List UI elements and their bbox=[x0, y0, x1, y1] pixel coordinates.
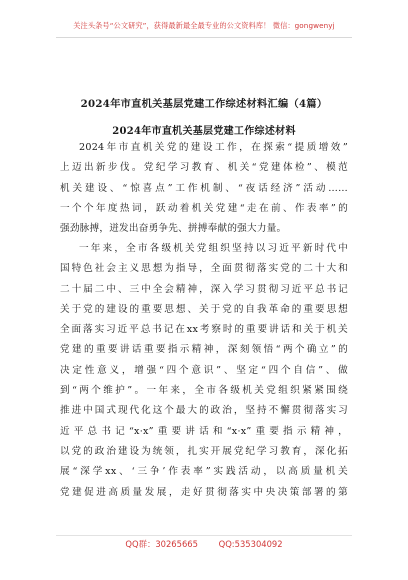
paragraph-line: 党建促进高质量发展，走好贯彻落实中央决策部署的第 bbox=[60, 486, 348, 498]
paragraph-line: 一个个年度热词，跃动着机关党建“走在前、作表率”的 bbox=[60, 202, 348, 214]
section-title: 2024年市直机关基层党建工作综述材料 bbox=[112, 126, 296, 137]
footer bbox=[0, 538, 408, 550]
paragraph-line: 强劲脉搏，迸发出奋勇争先、拼搏奉献的强大力量。 bbox=[60, 223, 287, 235]
footer-qq-contact: QQ:535304092 bbox=[218, 539, 283, 549]
paragraph-line: 二十届二中、三中全会精神，深入学习贯彻习近平总书记 bbox=[60, 283, 348, 295]
paragraph-line: 推进中国式现代化这个最大的政治，坚持不懈贯彻落实习 bbox=[60, 405, 348, 417]
paragraph-line: 以党的政治建设为统领，扎实开展党纪学习教育，深化拓 bbox=[60, 445, 348, 457]
paragraph-line: 党建的重要讲话重要指示精神，深刻领悟“两个确立”的 bbox=[60, 344, 348, 356]
paragraph-line: 机关建设、“惊喜点”工作机制、“夜话经济”活动…… bbox=[60, 182, 348, 194]
paragraph-line: 2024年市直机关党的建设工作，在探索“提质增效” bbox=[79, 142, 348, 153]
document-title: 2024年市直机关基层党建工作综述材料汇编（4篇） bbox=[80, 98, 328, 110]
paragraph-line: 关于党的建设的重要思想、关于党的自我革命的重要思想 bbox=[60, 303, 348, 315]
paragraph-line: 到“两个维护”。一年来，全市各级机关党组织紧紧围绕 bbox=[60, 385, 348, 397]
paragraph-line: 一年来，全市各级机关党组织坚持以习近平新时代中 bbox=[79, 243, 348, 254]
footer-qq-group: QQ群：30265665 bbox=[125, 539, 198, 549]
paragraph-line: 决定性意义，增强“四个意识”、坚定“四个自信”、做 bbox=[60, 364, 348, 376]
header-banner: 关注头条号“公文研究”，获得最新最全最专业的公文资料库！ 微信：gongwenyj bbox=[73, 21, 335, 30]
footer-divider bbox=[56, 535, 352, 536]
paragraph-line: 上迈出新步伐。党纪学习教育、机关“党建体检”、模范 bbox=[60, 162, 348, 174]
paragraph-1 bbox=[60, 138, 348, 239]
header-divider bbox=[56, 37, 352, 38]
paragraph-line: 展“深学xx、‘三争’作表率”实践活动，以高质量机关 bbox=[60, 466, 348, 478]
paragraph-line: 国特色社会主义思想为指导，全面贯彻落实党的二十大和 bbox=[60, 263, 348, 275]
paragraph-line: 近平总书记“x·x”重要讲话和“x·x”重要指示精神， bbox=[60, 425, 348, 437]
paragraph-line: 全面落实习近平总书记在xx考察时的重要讲话和关于机关 bbox=[60, 324, 348, 336]
paragraph-2 bbox=[60, 239, 348, 503]
